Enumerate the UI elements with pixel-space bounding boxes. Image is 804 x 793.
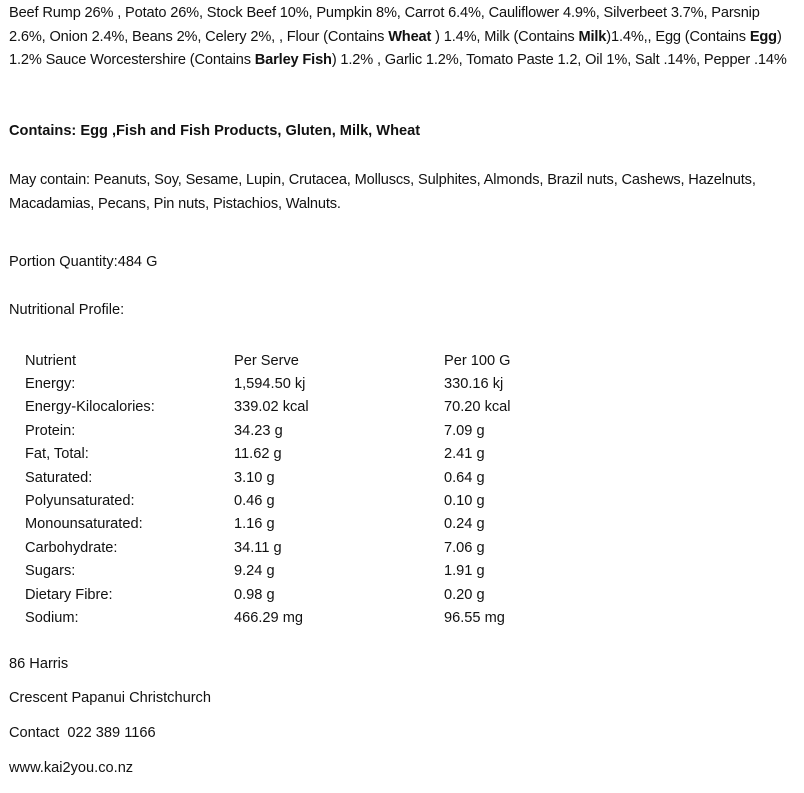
per-100g-value: 96.55 mg <box>444 609 505 626</box>
per-serve-value: 1,594.50 kj <box>234 376 306 393</box>
nutrient-name: Energy: <box>25 376 76 393</box>
nutrition-table <box>25 349 594 630</box>
per-100g-value: 1.91 g <box>444 563 485 580</box>
nutrition-row <box>25 560 594 583</box>
per-100g-value: 0.10 g <box>444 493 485 510</box>
per-serve-value: 1.16 g <box>234 516 275 533</box>
nutrient-name: Fat, Total: <box>25 446 89 463</box>
per-100g-value: 70.20 kcal <box>444 399 511 416</box>
ingredient-segment: )1.4%,, Egg (Contains <box>606 28 750 45</box>
per-100g-value: 0.24 g <box>444 516 485 533</box>
nutrition-row <box>25 396 594 419</box>
nutrient-name: Polyunsaturated: <box>25 493 135 510</box>
nutrition-row <box>25 489 594 512</box>
ingredient-allergen-bold: Milk <box>578 28 607 45</box>
per-serve-value: 9.24 g <box>234 563 275 580</box>
per-100g-value: 7.06 g <box>444 539 485 556</box>
per-serve-value: 11.62 g <box>234 446 282 463</box>
address-line-2: Crescent Papanui Christchurch <box>9 690 211 706</box>
nutrient-name: Protein: <box>25 422 76 439</box>
ingredient-allergen-bold: Barley Fish <box>254 52 332 68</box>
per-serve-value: 34.23 g <box>234 422 283 439</box>
nutrition-row <box>25 419 594 442</box>
ingredient-allergen-bold: Wheat <box>388 28 432 45</box>
contains-allergens: Contains: Egg ,Fish and Fish Products, Gluten, Milk, Wheat <box>9 123 421 139</box>
per-serve-value: 339.02 kcal <box>234 399 309 416</box>
header-nutrient: Nutrient <box>25 352 77 369</box>
website-link[interactable]: www.kai2you.co.nz <box>9 760 134 776</box>
ingredient-segment: ) 1.2% , Garlic 1.2%, Tomato Paste 1.2, Oil 1%, Salt .14%, Pepper .14% <box>331 52 787 68</box>
nutrition-table-header <box>25 349 594 372</box>
per-serve-value: 0.98 g <box>234 586 275 603</box>
per-100g-value: 7.09 g <box>444 422 485 439</box>
nutrition-row <box>25 606 594 629</box>
nutrition-row <box>25 536 594 559</box>
nutrient-name: Saturated: <box>25 469 93 486</box>
per-serve-value: 34.11 g <box>234 539 282 556</box>
nutrition-row <box>25 372 594 395</box>
may-contain-allergens: May contain: Peanuts, Soy, Sesame, Lupin, Crutacea, Molluscs, Sulphites, Almonds, Brazil nuts, Cashews, Hazelnuts, Macadamias, Pecans, Pin nuts, Pistachios, Walnuts. <box>9 172 756 212</box>
header-per-100g: Per 100 G <box>444 352 511 369</box>
header-per-serve: Per Serve <box>234 352 299 369</box>
ingredient-segment: ) 1.2% Sauce Worcestershire (Contains <box>9 28 782 68</box>
ingredient-segment: ) 1.4%, Milk (Contains <box>431 28 579 45</box>
ingredient-allergen-bold: Egg <box>749 28 777 45</box>
per-100g-value: 2.41 g <box>444 446 485 463</box>
nutrient-name: Sodium: <box>25 609 79 626</box>
nutrient-name: Dietary Fibre: <box>25 586 113 603</box>
per-100g-value: 330.16 kj <box>444 376 504 393</box>
portion-quantity: Portion Quantity:484 G <box>9 254 158 270</box>
nutrient-name: Monounsaturated: <box>25 516 143 533</box>
nutrition-row <box>25 583 594 606</box>
per-100g-value: 0.64 g <box>444 469 485 486</box>
nutrient-name: Carbohydrate: <box>25 539 118 556</box>
ingredient-segment: Beef Rump 26% , Potato 26%, Stock Beef 10%, Pumpkin 8%, Carrot 6.4%, Cauliflower 4.9%, Silverbeet 3.7%, Parsnip 2.6%, Onion 2.4%, Beans 2%, Celery 2%, , Flour (Contains <box>9 5 760 45</box>
per-serve-value: 0.46 g <box>234 493 275 510</box>
nutrient-name: Sugars: <box>25 563 76 580</box>
contact-phone: Contact 022 389 1166 <box>9 725 156 741</box>
nutrition-row <box>25 513 594 536</box>
ingredients-list <box>9 2 799 73</box>
nutrition-row <box>25 466 594 489</box>
nutritional-profile-heading: Nutritional Profile: <box>9 302 125 318</box>
nutrition-row <box>25 443 594 466</box>
nutrient-name: Energy-Kilocalories: <box>25 399 155 416</box>
address-line-1: 86 Harris <box>9 656 69 672</box>
per-serve-value: 466.29 mg <box>234 609 303 626</box>
per-100g-value: 0.20 g <box>444 586 485 603</box>
per-serve-value: 3.10 g <box>234 469 275 486</box>
